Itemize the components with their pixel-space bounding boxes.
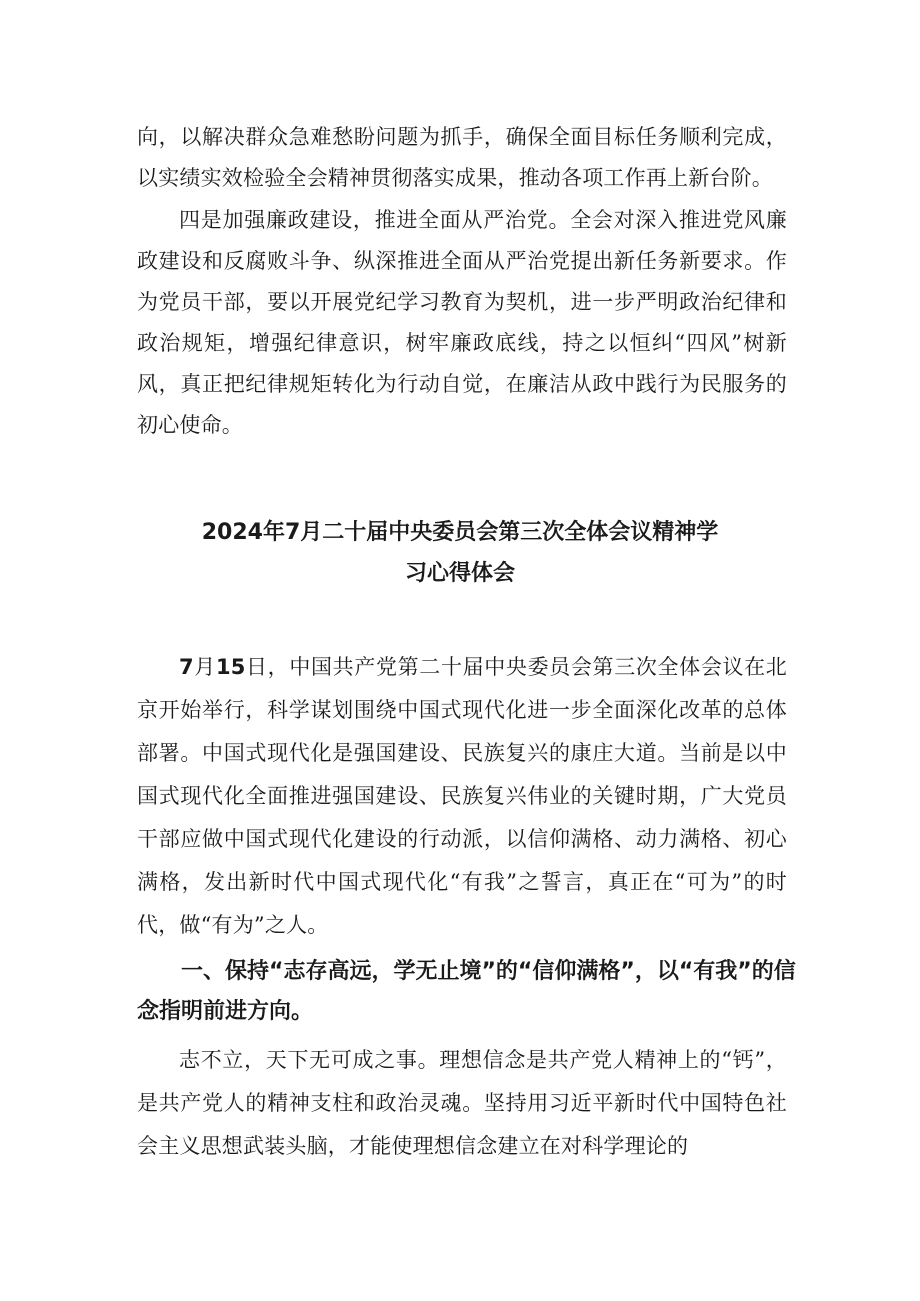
intro-text: 日，中国共产党第二十届中央委员会第三次全体会议在北京开始举行，科学谋划围绕中国式现代化进一步全面深化改革的总体部署。中国式现代化是强国建设、民族复兴的康庄大道。当前是以中国式现代化全面推进强国建设、民族复兴伟业的关键时期，广大党员干部应做中国式现代化建设的行动派，以信仰满格、动力满格、初心满格，发出新时代中国式现代化“有我”之誓言，真正在“可为”的时代，做“有为”之人。: [137, 655, 788, 937]
article-title: [120, 512, 800, 594]
paragraph-continuation: 向，以解决群众急难愁盼问题为抓手，确保全面目标任务顺利完成，以实绩实效检验全会精神贯彻落实成果，推动各项工作再上新台阶。: [137, 125, 787, 190]
article-title-line-1: 2024年7月二十届中央委员会第三次全体会议精神学: [201, 520, 719, 545]
section-heading-one: 一、保持“志存高远，学无止境”的“信仰满格”，以“有我”的信念指明前进方向。: [137, 959, 796, 1024]
intro-date-month-char: 月: [193, 655, 216, 679]
intro-date-day: 15: [215, 655, 246, 679]
paragraph-introduction: [137, 646, 787, 947]
article-title-line-2: 习心得体会: [404, 561, 515, 586]
intro-date-month: 7: [179, 655, 194, 679]
paragraph-ideals: 志不立，天下无可成之事。理想信念是共产党人精神上的“钙”，是共产党人的精神支柱和政治灵魂。坚持用习近平新时代中国特色社会主义思想武装头脑，才能使理想信念建立在对科学理论的: [137, 1048, 787, 1158]
paragraph-anti-corruption: 四是加强廉政建设，推进全面从严治党。全会对深入推进党风廉政建设和反腐败斗争、纵深推进全面从严治党提出新任务新要求。作为党员干部，要以开展党纪学习教育为契机，进一步严明政治纪律和政治规矩，增强纪律意识，树牢廉政底线，持之以恒纠“四风”树新风，真正把纪律规矩转化为行动自觉，在廉洁从政中践行为民服务的初心使命。: [137, 208, 787, 437]
